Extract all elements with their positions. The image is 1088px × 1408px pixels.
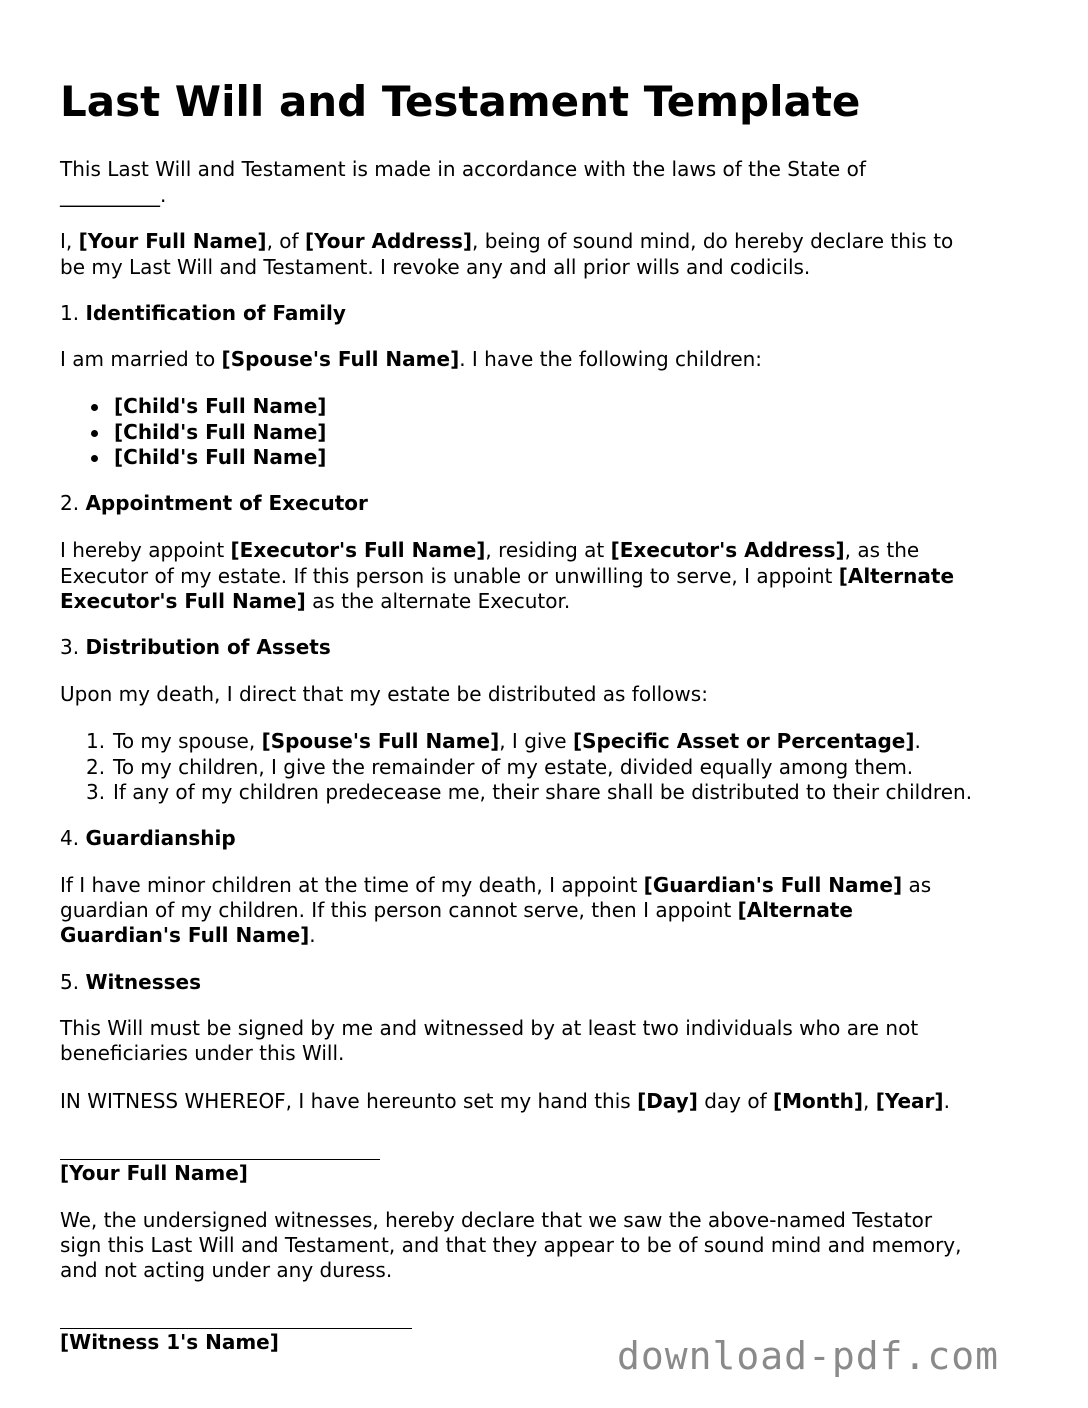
list-item: 1. To my spouse, [Spouse's Full Name], I give [Specific Asset or Percentage]. (86, 729, 921, 753)
watermark: download-pdf.com (617, 1334, 1000, 1378)
witness1-signature-name: [Witness 1's Name] (60, 1330, 279, 1354)
section-heading-assets: 3. Distribution of Assets (60, 635, 331, 659)
declaration-line-2: be my Last Will and Testament. I revoke any and all prior wills and codicils. (60, 255, 811, 279)
family-married-text: I am married to [Spouse's Full Name]. I have the following children: (60, 347, 763, 371)
list-item: 3. If any of my children predecease me, their share shall be distributed to their children. (86, 780, 973, 804)
section-heading-family: 1. Identification of Family (60, 301, 346, 325)
executor-line-2: Executor of my estate. If this person is unable or unwilling to serve, I appoint [Alternate (60, 564, 955, 588)
testator-address-placeholder: [Your Address] (304, 229, 473, 253)
guardianship-line-1: If I have minor children at the time of my death, I appoint [Guardian's Full Name] as (60, 873, 932, 897)
witnesses-line-2: beneficiaries under this Will. (60, 1041, 345, 1065)
list-item: 2. To my children, I give the remainder of my estate, divided equally among them. (86, 754, 914, 779)
assets-intro: Upon my death, I direct that my estate be distributed as follows: (60, 682, 708, 706)
assets-list (60, 729, 972, 806)
testator-name-placeholder: [Your Full Name] (78, 229, 267, 253)
section-heading-witnesses: 5. Witnesses (60, 970, 202, 994)
executor-line-3: Executor's Full Name] as the alternate Executor. (60, 589, 571, 613)
executor-line-1: I hereby appoint [Executor's Full Name], residing at [Executor's Address], as the (60, 538, 920, 562)
witness-declaration-line-2: sign this Last Will and Testament, and that they appear to be of sound mind and memory, (60, 1233, 962, 1257)
list-item: [Child's Full Name] (60, 445, 326, 471)
list-item: [Child's Full Name] (60, 394, 326, 420)
intro-line-2: __________. (60, 183, 167, 207)
guardianship-line-2: guardian of my children. If this person cannot serve, then I appoint [Alternate (60, 898, 853, 922)
section-heading-executor: 2. Appointment of Executor (60, 491, 368, 515)
witness-declaration-line-3: and not acting under any duress. (60, 1258, 393, 1282)
list-item: [Child's Full Name] (60, 420, 326, 446)
declaration-line-1: I, [Your Full Name], of [Your Address], being of sound mind, do hereby declare this to (60, 229, 954, 253)
section-heading-guardianship: 4. Guardianship (60, 826, 236, 850)
attestation-clause: IN WITNESS WHEREOF, I have hereunto set my hand this [Day] day of [Month], [Year]. (60, 1089, 950, 1113)
witnesses-line-1: This Will must be signed by me and witnessed by at least two individuals who are not (60, 1016, 919, 1040)
testator-signature-line (60, 1159, 380, 1160)
witness-declaration-line-1: We, the undersigned witnesses, hereby declare that we saw the above-named Testator (60, 1208, 933, 1232)
intro-line-1: This Last Will and Testament is made in accordance with the laws of the State of (60, 157, 866, 181)
children-list (60, 394, 326, 471)
page-title: Last Will and Testament Template (60, 77, 861, 126)
witness1-signature-line (60, 1328, 412, 1329)
testator-signature-name: [Your Full Name] (60, 1161, 248, 1185)
guardianship-line-3: Guardian's Full Name]. (60, 923, 316, 947)
spouse-name-placeholder: [Spouse's Full Name] (221, 347, 460, 371)
